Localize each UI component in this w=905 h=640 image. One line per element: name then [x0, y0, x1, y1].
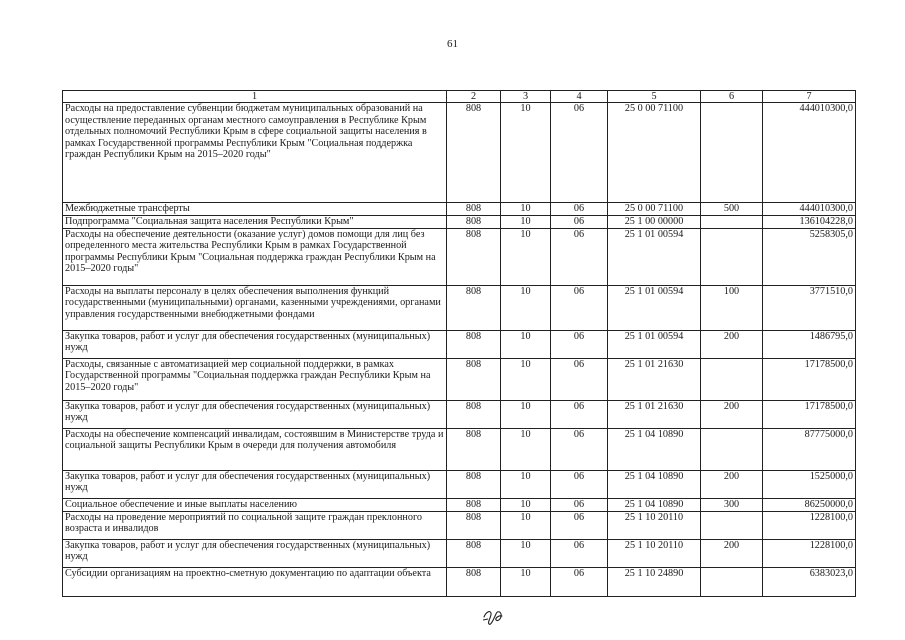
cell-code-6 — [701, 103, 763, 203]
cell-code-5: 25 1 01 21630 — [608, 358, 701, 400]
cell-code-3: 10 — [501, 539, 551, 567]
cell-code-5: 25 1 04 10890 — [608, 498, 701, 511]
table-row — [63, 567, 856, 596]
cell-code-6 — [701, 428, 763, 470]
table-row — [63, 428, 856, 470]
table-row — [63, 539, 856, 567]
cell-amount: 3771510,0 — [763, 285, 856, 330]
cell-code-2: 808 — [447, 215, 501, 228]
column-header: 1 — [63, 91, 447, 103]
row-description: Социальное обеспечение и иные выплаты населению — [63, 498, 447, 511]
cell-code-4: 06 — [551, 358, 608, 400]
cell-code-3: 10 — [501, 400, 551, 428]
table-row — [63, 228, 856, 285]
table-row — [63, 215, 856, 228]
row-description: Расходы на проведение мероприятий по социальной защите граждан преклонного возраста и инвалидов — [63, 511, 447, 539]
cell-code-4: 06 — [551, 330, 608, 358]
cell-amount: 1486795,0 — [763, 330, 856, 358]
cell-amount: 6383023,0 — [763, 567, 856, 596]
column-header: 6 — [701, 91, 763, 103]
cell-code-5: 25 1 01 21630 — [608, 400, 701, 428]
cell-amount: 86250000,0 — [763, 498, 856, 511]
table-row — [63, 330, 856, 358]
row-description: Межбюджетные трансферты — [63, 203, 447, 216]
cell-code-6: 500 — [701, 203, 763, 216]
cell-code-3: 10 — [501, 498, 551, 511]
cell-code-2: 808 — [447, 470, 501, 498]
table-row — [63, 511, 856, 539]
column-header: 2 — [447, 91, 501, 103]
cell-code-2: 808 — [447, 203, 501, 216]
cell-code-3: 10 — [501, 428, 551, 470]
cell-code-2: 808 — [447, 285, 501, 330]
table-row — [63, 285, 856, 330]
cell-code-4: 06 — [551, 203, 608, 216]
cell-code-6: 200 — [701, 400, 763, 428]
row-description: Расходы на выплаты персоналу в целях обеспечения выполнения функций государственными (муниципальными) органами, казенными учреждениями, органами управления государственными внебюджетными фондами — [63, 285, 447, 330]
cell-code-4: 06 — [551, 428, 608, 470]
cell-code-2: 808 — [447, 400, 501, 428]
cell-code-6 — [701, 567, 763, 596]
table-row — [63, 470, 856, 498]
cell-code-2: 808 — [447, 511, 501, 539]
cell-code-6 — [701, 358, 763, 400]
cell-code-5: 25 1 01 00594 — [608, 228, 701, 285]
table-row — [63, 400, 856, 428]
cell-code-3: 10 — [501, 285, 551, 330]
cell-code-4: 06 — [551, 539, 608, 567]
cell-code-6: 100 — [701, 285, 763, 330]
cell-code-3: 10 — [501, 203, 551, 216]
column-header: 3 — [501, 91, 551, 103]
cell-code-3: 10 — [501, 567, 551, 596]
row-description: Закупка товаров, работ и услуг для обеспечения государственных (муниципальных) нужд — [63, 470, 447, 498]
page-number: 61 — [447, 38, 458, 50]
cell-code-4: 06 — [551, 400, 608, 428]
cell-code-4: 06 — [551, 215, 608, 228]
row-description: Расходы на обеспечение компенсаций инвалидам, состоявшим в Министерстве труда и социальной защиты Республики Крым в очереди для получения автомобиля — [63, 428, 447, 470]
table-body — [63, 103, 856, 597]
cell-code-3: 10 — [501, 330, 551, 358]
cell-code-5: 25 1 10 20110 — [608, 539, 701, 567]
row-description: Закупка товаров, работ и услуг для обеспечения государственных (муниципальных) нужд — [63, 400, 447, 428]
row-description: Расходы на предоставление субвенции бюджетам муниципальных образований на осуществление переданных органам местного самоуправления в Республике Крым отдельных полномочий Республики Крым в сфере социальной защиты населения в рамках Государственной программы Республики Крым "Социальная поддержка граждан Республики Крым на 2015–2020 годы" — [63, 103, 447, 203]
cell-code-3: 10 — [501, 358, 551, 400]
cell-amount: 1525000,0 — [763, 470, 856, 498]
row-description: Закупка товаров, работ и услуг для обеспечения государственных (муниципальных) нужд — [63, 330, 447, 358]
cell-code-6 — [701, 215, 763, 228]
cell-amount: 136104228,0 — [763, 215, 856, 228]
cell-code-4: 06 — [551, 228, 608, 285]
cell-code-4: 06 — [551, 511, 608, 539]
cell-amount: 1228100,0 — [763, 539, 856, 567]
cell-code-4: 06 — [551, 285, 608, 330]
cell-code-5: 25 0 00 71100 — [608, 203, 701, 216]
cell-code-4: 06 — [551, 498, 608, 511]
table-row — [63, 498, 856, 511]
cell-code-5: 25 0 00 71100 — [608, 103, 701, 203]
cell-code-4: 06 — [551, 103, 608, 203]
cell-amount: 17178500,0 — [763, 400, 856, 428]
cell-amount: 17178500,0 — [763, 358, 856, 400]
cell-code-2: 808 — [447, 228, 501, 285]
cell-code-3: 10 — [501, 470, 551, 498]
cell-code-2: 808 — [447, 567, 501, 596]
cell-amount: 5258305,0 — [763, 228, 856, 285]
budget-table — [62, 90, 856, 597]
cell-code-6 — [701, 228, 763, 285]
cell-amount: 444010300,0 — [763, 103, 856, 203]
cell-code-2: 808 — [447, 539, 501, 567]
cell-code-3: 10 — [501, 103, 551, 203]
row-description: Закупка товаров, работ и услуг для обеспечения государственных (муниципальных) нужд — [63, 539, 447, 567]
row-description: Субсидии организациям на проектно-сметную документацию по адаптации объекта — [63, 567, 447, 596]
cell-code-3: 10 — [501, 228, 551, 285]
cell-amount: 87775000,0 — [763, 428, 856, 470]
table-row — [63, 103, 856, 203]
column-header: 7 — [763, 91, 856, 103]
cell-code-2: 808 — [447, 330, 501, 358]
cell-code-5: 25 1 10 24890 — [608, 567, 701, 596]
column-header: 4 — [551, 91, 608, 103]
cell-code-5: 25 1 01 00594 — [608, 330, 701, 358]
cell-code-6: 300 — [701, 498, 763, 511]
cell-code-6 — [701, 511, 763, 539]
cell-code-2: 808 — [447, 358, 501, 400]
cell-code-6: 200 — [701, 470, 763, 498]
cell-amount: 1228100,0 — [763, 511, 856, 539]
table-row — [63, 203, 856, 216]
cell-code-4: 06 — [551, 470, 608, 498]
cell-code-3: 10 — [501, 215, 551, 228]
cell-amount: 444010300,0 — [763, 203, 856, 216]
row-description: Расходы на обеспечение деятельности (оказание услуг) домов помощи для лиц без определенного места жительства Республики Крым в рамках Государственной программы Республики Крым "Социальная поддержка граждан Республики Крым на 2015–2020 годы" — [63, 228, 447, 285]
cell-code-4: 06 — [551, 567, 608, 596]
table-row — [63, 358, 856, 400]
row-description: Подпрограмма "Социальная защита населения Республики Крым" — [63, 215, 447, 228]
cell-code-5: 25 1 01 00594 — [608, 285, 701, 330]
cell-code-2: 808 — [447, 498, 501, 511]
cell-code-2: 808 — [447, 103, 501, 203]
cell-code-3: 10 — [501, 511, 551, 539]
cell-code-5: 25 1 00 00000 — [608, 215, 701, 228]
column-header: 5 — [608, 91, 701, 103]
cell-code-6: 200 — [701, 539, 763, 567]
cell-code-5: 25 1 04 10890 — [608, 470, 701, 498]
row-description: Расходы, связанные с автоматизацией мер социальной поддержки, в рамках Государственной программы "Социальная поддержка граждан Республики Крым на 2015–2020 годы" — [63, 358, 447, 400]
cell-code-6: 200 — [701, 330, 763, 358]
cell-code-2: 808 — [447, 428, 501, 470]
header-row — [63, 91, 856, 103]
cell-code-5: 25 1 10 20110 — [608, 511, 701, 539]
cell-code-5: 25 1 04 10890 — [608, 428, 701, 470]
handwritten-initials — [481, 604, 505, 628]
